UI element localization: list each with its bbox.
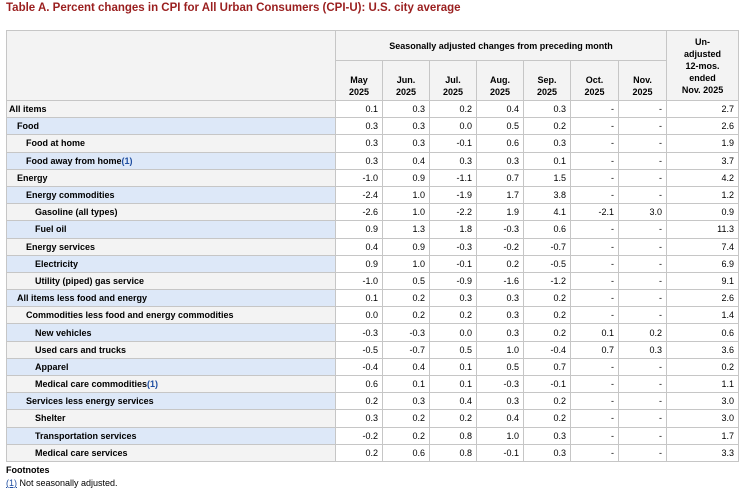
value-cell: 0.7: [477, 169, 524, 186]
table-row: [7, 290, 739, 307]
value-cell: -: [619, 444, 667, 461]
unadjusted-cell: 0.6: [667, 324, 739, 341]
row-label: [7, 324, 336, 341]
value-cell: 0.3: [477, 324, 524, 341]
value-cell: 0.2: [430, 307, 477, 324]
value-cell: 1.0: [477, 427, 524, 444]
value-cell: -0.3: [477, 221, 524, 238]
month-name: Oct.: [585, 75, 604, 85]
table-row: [7, 169, 739, 186]
value-cell: 0.5: [477, 358, 524, 375]
value-cell: 0.2: [383, 410, 430, 427]
row-label: [7, 238, 336, 255]
value-cell: -0.7: [383, 341, 430, 358]
value-cell: -1.6: [477, 272, 524, 289]
row-label-text: All items less food and energy: [17, 293, 148, 304]
value-cell: -: [571, 238, 619, 255]
value-cell: 0.3: [477, 290, 524, 307]
value-cell: -0.1: [430, 255, 477, 272]
value-cell: 1.3: [383, 221, 430, 238]
table-row: [7, 444, 739, 461]
row-label: [7, 204, 336, 221]
value-cell: -: [619, 135, 667, 152]
row-label-text: Electricity: [35, 258, 79, 269]
value-cell: -: [571, 290, 619, 307]
row-label-text: Energy commodities: [26, 190, 115, 201]
month-year: 2025: [442, 87, 464, 97]
value-cell: -: [619, 152, 667, 169]
row-label: [7, 101, 336, 118]
value-cell: 0.3: [524, 444, 571, 461]
value-cell: 0.1: [571, 324, 619, 341]
table-row: [7, 307, 739, 324]
value-cell: -1.9: [430, 186, 477, 203]
value-cell: -2.4: [336, 186, 383, 203]
unadjusted-cell: 1.7: [667, 427, 739, 444]
value-cell: 0.3: [619, 341, 667, 358]
row-label: [7, 169, 336, 186]
row-label: [7, 221, 336, 238]
value-cell: -: [571, 255, 619, 272]
value-cell: 1.9: [477, 204, 524, 221]
value-cell: 0.2: [524, 393, 571, 410]
value-cell: 0.2: [383, 307, 430, 324]
value-cell: 0.3: [336, 152, 383, 169]
unadjusted-cell: 3.0: [667, 393, 739, 410]
value-cell: 0.2: [430, 410, 477, 427]
value-cell: 0.4: [477, 410, 524, 427]
header-month: [383, 61, 430, 101]
unadjusted-cell: 1.1: [667, 376, 739, 393]
value-cell: -0.4: [524, 341, 571, 358]
month-year: 2025: [632, 87, 653, 97]
value-cell: -1.0: [336, 272, 383, 289]
table-row: [7, 101, 739, 118]
table-row: [7, 341, 739, 358]
table-row: [7, 410, 739, 427]
value-cell: -2.2: [430, 204, 477, 221]
value-cell: 1.0: [383, 204, 430, 221]
value-cell: 0.2: [524, 290, 571, 307]
value-cell: 0.9: [383, 169, 430, 186]
value-cell: -: [619, 272, 667, 289]
header-month: [571, 61, 619, 101]
value-cell: -0.2: [336, 427, 383, 444]
unadjusted-cell: 1.4: [667, 307, 739, 324]
table-row: [7, 427, 739, 444]
row-label: [7, 186, 336, 203]
unadjusted-cell: 2.7: [667, 101, 739, 118]
value-cell: -: [619, 307, 667, 324]
value-cell: 0.3: [477, 393, 524, 410]
value-cell: 0.3: [336, 410, 383, 427]
value-cell: 0.4: [383, 358, 430, 375]
value-cell: 0.2: [477, 255, 524, 272]
value-cell: -: [571, 152, 619, 169]
row-label-text: Food at home: [26, 138, 85, 149]
row-label-text: Used cars and trucks: [35, 344, 127, 355]
value-cell: 0.3: [430, 290, 477, 307]
value-cell: 0.9: [336, 255, 383, 272]
value-cell: -: [619, 255, 667, 272]
value-cell: 0.8: [430, 444, 477, 461]
value-cell: -: [619, 410, 667, 427]
value-cell: 0.1: [383, 376, 430, 393]
header-month: [336, 61, 383, 101]
value-cell: 1.8: [430, 221, 477, 238]
row-label: [7, 410, 336, 427]
footnotes: [6, 464, 118, 490]
value-cell: 1.5: [524, 169, 571, 186]
unadjusted-cell: 2.6: [667, 290, 739, 307]
value-cell: 0.9: [336, 221, 383, 238]
value-cell: -1.0: [336, 169, 383, 186]
row-label-text: Services less energy services: [26, 396, 154, 407]
value-cell: 0.3: [524, 135, 571, 152]
value-cell: 0.4: [336, 238, 383, 255]
unadjusted-cell: 6.9: [667, 255, 739, 272]
header-month: [619, 61, 667, 101]
value-cell: -: [619, 221, 667, 238]
header-corner: [7, 31, 336, 101]
value-cell: -0.3: [430, 238, 477, 255]
row-label-text: Energy: [17, 172, 48, 183]
month-name: Jul.: [445, 75, 461, 85]
value-cell: 0.5: [477, 118, 524, 135]
row-label-text: Food: [17, 121, 39, 132]
value-cell: -: [571, 101, 619, 118]
table-row: [7, 135, 739, 152]
value-cell: -: [571, 221, 619, 238]
month-year: 2025: [489, 87, 511, 97]
unadjusted-cell: 11.3: [667, 221, 739, 238]
value-cell: -: [571, 444, 619, 461]
value-cell: -: [619, 186, 667, 203]
value-cell: 0.2: [430, 101, 477, 118]
value-cell: 0.2: [524, 307, 571, 324]
row-label: [7, 307, 336, 324]
row-label: [7, 135, 336, 152]
value-cell: 0.1: [430, 358, 477, 375]
value-cell: -: [619, 101, 667, 118]
value-cell: 0.0: [430, 324, 477, 341]
unadjusted-cell: 3.7: [667, 152, 739, 169]
row-label: [7, 118, 336, 135]
unadjusted-cell: 3.0: [667, 410, 739, 427]
month-year: 2025: [584, 87, 605, 97]
unadj-line: 12-mos.: [685, 60, 720, 71]
row-label-text: Gasoline (all types): [35, 207, 118, 218]
month-year: 2025: [348, 87, 370, 97]
value-cell: 0.1: [336, 101, 383, 118]
row-label: [7, 427, 336, 444]
value-cell: 4.1: [524, 204, 571, 221]
value-cell: -: [619, 358, 667, 375]
month-name: Sep.: [537, 75, 557, 85]
footnote-item: [6, 477, 118, 490]
value-cell: 1.0: [477, 341, 524, 358]
value-cell: 1.0: [383, 255, 430, 272]
value-cell: 0.7: [524, 358, 571, 375]
header-month: [430, 61, 477, 101]
unadjusted-cell: 3.3: [667, 444, 739, 461]
row-label-text: Energy services: [26, 241, 96, 252]
value-cell: -0.9: [430, 272, 477, 289]
value-cell: 0.2: [336, 393, 383, 410]
row-label-text: All items: [9, 104, 47, 115]
value-cell: -: [619, 393, 667, 410]
value-cell: 0.2: [619, 324, 667, 341]
value-cell: -: [571, 272, 619, 289]
value-cell: 0.3: [383, 118, 430, 135]
value-cell: -2.6: [336, 204, 383, 221]
value-cell: -0.5: [524, 255, 571, 272]
unadjusted-cell: 0.9: [667, 204, 739, 221]
month-name: Jun.: [396, 75, 416, 85]
table-row: [7, 324, 739, 341]
month-name: May: [350, 75, 368, 85]
value-cell: -0.5: [336, 341, 383, 358]
header-unadjusted: [667, 31, 739, 101]
table-row: [7, 272, 739, 289]
value-cell: 0.6: [383, 444, 430, 461]
table-row: [7, 221, 739, 238]
table-row: [7, 186, 739, 203]
cpi-table: [6, 30, 739, 462]
value-cell: 0.3: [477, 152, 524, 169]
value-cell: 0.2: [524, 410, 571, 427]
value-cell: 0.3: [383, 101, 430, 118]
row-label: [7, 272, 336, 289]
value-cell: -: [571, 186, 619, 203]
row-label-text: Utility (piped) gas service: [35, 275, 145, 286]
value-cell: -0.1: [524, 376, 571, 393]
row-label-text: Apparel: [35, 361, 69, 372]
value-cell: 0.8: [430, 427, 477, 444]
value-cell: 0.3: [336, 135, 383, 152]
unadj-line: Un-: [695, 36, 711, 47]
value-cell: 0.3: [524, 101, 571, 118]
row-label: [7, 152, 336, 169]
value-cell: 0.3: [524, 427, 571, 444]
value-cell: 1.7: [477, 186, 524, 203]
month-year: 2025: [536, 87, 558, 97]
value-cell: 0.4: [477, 101, 524, 118]
value-cell: -0.7: [524, 238, 571, 255]
unadjusted-cell: 3.6: [667, 341, 739, 358]
month-year: 2025: [395, 87, 417, 97]
value-cell: -: [571, 118, 619, 135]
value-cell: 0.3: [477, 307, 524, 324]
row-label: [7, 358, 336, 375]
table-row: [7, 152, 739, 169]
value-cell: -1.2: [524, 272, 571, 289]
value-cell: -: [571, 427, 619, 444]
header-month: [524, 61, 571, 101]
value-cell: 3.8: [524, 186, 571, 203]
header-month: [477, 61, 524, 101]
row-label-text: Commodities less food and energy commodities: [26, 310, 234, 321]
value-cell: -: [619, 290, 667, 307]
value-cell: -: [571, 135, 619, 152]
unadjusted-cell: 9.1: [667, 272, 739, 289]
value-cell: 3.0: [619, 204, 667, 221]
value-cell: -0.3: [383, 324, 430, 341]
value-cell: 1.0: [383, 186, 430, 203]
row-label-text: Medical care services: [35, 447, 128, 458]
footnote-link[interactable]: (1): [121, 155, 133, 166]
table-row: [7, 204, 739, 221]
row-label: [7, 444, 336, 461]
table-row: [7, 118, 739, 135]
unadj-line: adjusted: [684, 48, 722, 59]
value-cell: -0.3: [336, 324, 383, 341]
value-cell: -: [571, 307, 619, 324]
table-title: Table A. Percent changes in CPI for All Urban Consumers (CPI-U): U.S. city average: [6, 2, 461, 14]
row-label-text: New vehicles: [35, 327, 92, 338]
row-label-text: Fuel oil: [35, 224, 67, 235]
table-row: [7, 255, 739, 272]
value-cell: 0.3: [336, 118, 383, 135]
row-label-text: Transportation services: [35, 430, 137, 441]
value-cell: 0.4: [430, 393, 477, 410]
value-cell: 0.3: [383, 135, 430, 152]
value-cell: 0.2: [383, 427, 430, 444]
row-label: [7, 376, 336, 393]
value-cell: 0.6: [477, 135, 524, 152]
table-row: [7, 238, 739, 255]
table-row: [7, 393, 739, 410]
value-cell: 0.5: [430, 341, 477, 358]
value-cell: -: [571, 410, 619, 427]
value-cell: 0.2: [524, 118, 571, 135]
row-label: [7, 290, 336, 307]
value-cell: 0.1: [524, 152, 571, 169]
month-name: Aug.: [490, 75, 510, 85]
value-cell: -: [619, 376, 667, 393]
value-cell: 0.3: [383, 393, 430, 410]
value-cell: -2.1: [571, 204, 619, 221]
value-cell: -: [571, 169, 619, 186]
value-cell: 0.7: [571, 341, 619, 358]
value-cell: 0.2: [383, 290, 430, 307]
row-label: [7, 341, 336, 358]
footnote-text: Not seasonally adjusted.: [17, 478, 118, 488]
row-label-text: Food away from home: [26, 155, 122, 166]
table-row: [7, 358, 739, 375]
unadjusted-cell: 1.2: [667, 186, 739, 203]
footnote-ref-link[interactable]: (1): [6, 478, 17, 488]
value-cell: -: [619, 427, 667, 444]
value-cell: -: [571, 358, 619, 375]
footnotes-heading: Footnotes: [6, 465, 50, 475]
unadj-line: Nov. 2025: [681, 84, 724, 95]
unadj-line: ended: [689, 72, 716, 83]
value-cell: 0.4: [383, 152, 430, 169]
table-row: [7, 376, 739, 393]
unadjusted-cell: 7.4: [667, 238, 739, 255]
value-cell: -0.4: [336, 358, 383, 375]
value-cell: 0.2: [336, 444, 383, 461]
value-cell: 0.0: [430, 118, 477, 135]
value-cell: -: [571, 393, 619, 410]
value-cell: 0.6: [336, 376, 383, 393]
unadjusted-cell: 1.9: [667, 135, 739, 152]
unadjusted-cell: 2.6: [667, 118, 739, 135]
value-cell: 0.0: [336, 307, 383, 324]
row-label-text: Medical care commodities: [35, 379, 148, 390]
value-cell: 0.1: [430, 376, 477, 393]
value-cell: -0.1: [477, 444, 524, 461]
value-cell: -: [571, 376, 619, 393]
value-cell: -: [619, 169, 667, 186]
value-cell: -1.1: [430, 169, 477, 186]
unadjusted-cell: 4.2: [667, 169, 739, 186]
value-cell: -: [619, 118, 667, 135]
value-cell: -: [619, 238, 667, 255]
row-label: [7, 255, 336, 272]
value-cell: -0.1: [430, 135, 477, 152]
month-name: Nov.: [633, 75, 652, 85]
unadjusted-cell: 0.2: [667, 358, 739, 375]
footnote-link[interactable]: (1): [147, 379, 159, 390]
value-cell: 0.9: [383, 238, 430, 255]
value-cell: -0.3: [477, 376, 524, 393]
value-cell: 0.5: [383, 272, 430, 289]
value-cell: -0.2: [477, 238, 524, 255]
value-cell: 0.1: [336, 290, 383, 307]
value-cell: 0.3: [430, 152, 477, 169]
row-label-text: Shelter: [35, 413, 66, 424]
value-cell: 0.2: [524, 324, 571, 341]
value-cell: 0.6: [524, 221, 571, 238]
row-label: [7, 393, 336, 410]
header-group: Seasonally adjusted changes from preceding month: [336, 31, 667, 61]
